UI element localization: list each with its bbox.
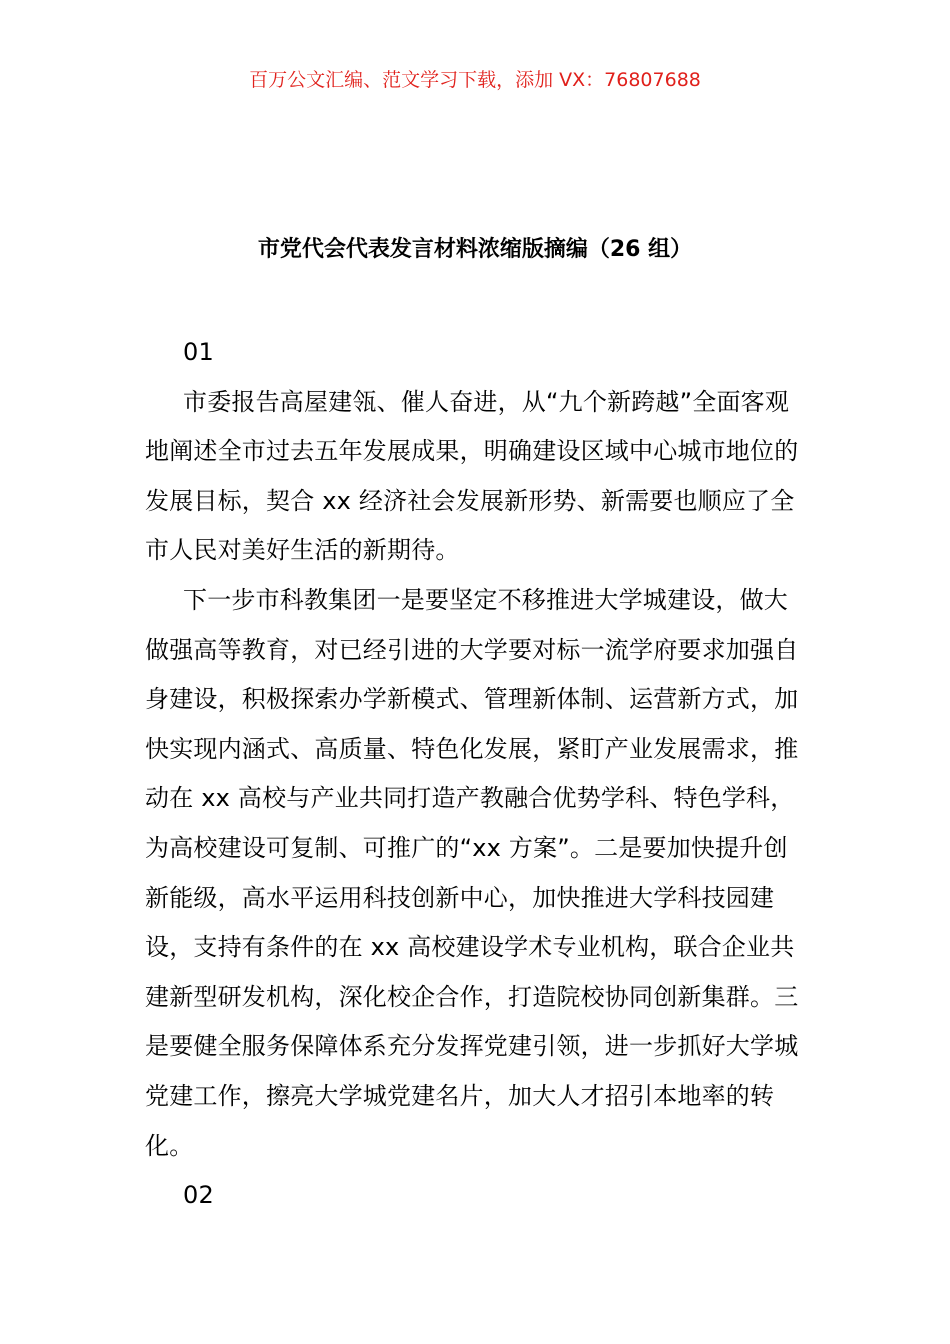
header-note: 百万公文汇编、范文学习下载，添加 VX：76807688 xyxy=(249,69,701,91)
paragraph: 下一步市科教集团一是要坚定不移推进大学城建设，做大做强高等教育，对已经引进的大学要对标一流学府要求加强自身建设，积极探索办学新模式、管理新体制、运营新方式，加快实现内涵式、高质量、特色化发展，紧盯产业发展需求，推动在 xx 高校与产业共同打造产教融合优势学科、特色学科，为高校建设可复制、可推广的“xx 方案”。二是要加快提升创新能级，高水平运用科技创新中心，加快推进大学科技园建设，支持有条件的在 xx 高校建设学术专业机构，联合企业共建新型研发机构，深化校企合作，打造院校协同创新集群。三是要健全服务保障体系充分发挥党建引领，进一步抓好大学城党建工作，擦亮大学城党建名片，加大人才招引本地率的转化。 xyxy=(145,585,799,1160)
document-body xyxy=(145,328,807,1221)
paragraph: 市委报告高屋建瓴、催人奋进，从“九个新跨越”全面客观地阐述全市过去五年发展成果，明确建设区域中心城市地位的发展目标，契合 xx 经济社会发展新形势、新需要也顺应了全市人民对美好生活的新期待。 xyxy=(145,387,799,565)
section-number: 02 xyxy=(183,1181,214,1210)
section-number: 01 xyxy=(183,338,214,366)
document-title: 市党代会代表发言材料浓缩版摘编（26 组） xyxy=(257,237,693,262)
